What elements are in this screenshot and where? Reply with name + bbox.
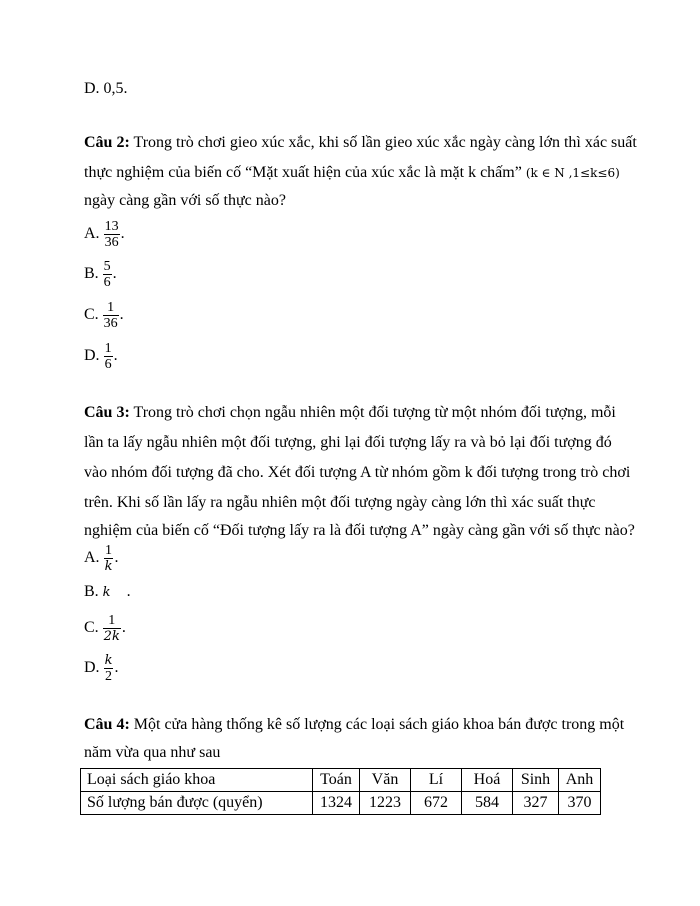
fraction [103, 613, 121, 644]
option-letter: B. [84, 265, 99, 282]
q4-text-1: Một cửa hàng thống kê số lượng các loại sách giáo khoa bán được trong một [129, 716, 625, 733]
q3-text-4: trên. Khi số lần lấy ra ngẫu nhiên một đối tượng ngày càng lớn thì xác suất thực [84, 494, 596, 511]
table-cell: 1223 [360, 792, 411, 815]
q2-text-3: ngày càng gần với số thực nào? [84, 192, 286, 209]
option-letter: D. [84, 659, 100, 676]
option-letter: D. [84, 347, 100, 364]
fraction [104, 341, 113, 372]
table-cell: Toán [313, 769, 360, 792]
table-cell: 672 [411, 792, 462, 815]
numerator: 1 [107, 299, 115, 315]
denominator: 6 [104, 356, 112, 372]
table-cell: 584 [462, 792, 513, 815]
numerator: 13 [104, 218, 119, 234]
q3-label: Câu 3: [84, 404, 130, 421]
q3-text-5: nghiệm của biến cố “Đối tượng lấy ra là đối tượng A” ngày càng gần với số thực nào? [84, 522, 635, 539]
numerator: 1 [104, 340, 112, 356]
denominator: 2 [105, 668, 112, 684]
q2-option-a[interactable]: A. $\frac{13}{36}$ . [84, 218, 125, 250]
numerator: k [104, 652, 113, 668]
option-letter: C. [84, 619, 99, 636]
q2-option-d[interactable]: D. $\frac{1}{6}$ . [84, 340, 118, 372]
q4-line-1 [84, 716, 624, 734]
numerator: 1 [105, 542, 112, 558]
option-letter: C. [84, 306, 99, 323]
q3-text-2: lần ta lấy ngẫu nhiên một đối tượng, ghi lại đối tượng lấy ra và bỏ lại đối tượng đó [84, 434, 612, 451]
fraction [103, 259, 112, 290]
denominator: 36 [104, 234, 119, 250]
table-row [81, 769, 601, 792]
option-tail: . [126, 583, 131, 600]
table-cell: Anh [559, 769, 601, 792]
q2-text-1: Trong trò chơi gieo xúc xắc, khi số lần gieo xúc xắc ngày càng lớn thì xác suất [129, 134, 637, 151]
q2-text-2: thực nghiệm của biến cố “Mặt xuất hiện của xúc xắc là mặt k chấm” [84, 164, 522, 181]
table-cell: 1324 [313, 792, 360, 815]
q3-option-d[interactable]: D. $\frac{k}{2}$ . [84, 652, 119, 684]
option-letter: A. [84, 549, 100, 566]
denominator: 6 [103, 274, 111, 290]
table-cell: Lí [411, 769, 462, 792]
q2-option-c[interactable]: C. $\frac{1}{36}$ . [84, 299, 124, 331]
table-cell: Văn [360, 769, 411, 792]
table-cell: Sinh [513, 769, 559, 792]
q2-line-1 [84, 134, 637, 152]
table-cell: 370 [559, 792, 601, 815]
q2-label: Câu 2: [84, 134, 130, 151]
sales-table [80, 768, 601, 815]
q3-text-3: vào nhóm đối tượng đã cho. Xét đối tượng A từ nhóm gồm k đối tượng trong trò chơi [84, 464, 631, 481]
q3-text-1: Trong trò chơi chọn ngẫu nhiên một đối tượng từ một nhóm đối tượng, mỗi [129, 404, 616, 421]
q2-condition: (k ∈ N ,1≤k≤6) [525, 166, 620, 180]
q2-line-2 [84, 164, 620, 182]
option-letter: B. [84, 583, 99, 600]
denominator: k [104, 558, 113, 574]
denominator: 2k [103, 628, 120, 644]
q3-option-a[interactable]: A. $\frac{1}{k}$ . [84, 542, 119, 574]
table-row-header: Số lượng bán được (quyển) [81, 792, 313, 815]
fraction [104, 653, 114, 684]
q2-option-b[interactable]: B. $\frac{5}{6}$ . [84, 258, 117, 290]
fraction [104, 219, 120, 250]
fraction [104, 543, 114, 574]
q3-line-1 [84, 404, 616, 422]
q4-label: Câu 4: [84, 716, 130, 733]
numerator: 1 [108, 612, 116, 628]
option-letter: A. [84, 225, 100, 242]
table-row-header: Loại sách giáo khoa [81, 769, 313, 792]
fraction [103, 300, 119, 331]
q4-text-2: năm vừa qua như sau [84, 744, 221, 761]
q3-option-c[interactable]: C. $\frac{1}{2k}$ . [84, 612, 126, 644]
table-cell: 327 [513, 792, 559, 815]
prev-option-d: D. 0,5. [84, 80, 128, 97]
table-cell: Hoá [462, 769, 513, 792]
numerator: 5 [103, 258, 111, 274]
table-row [81, 792, 601, 815]
denominator: 36 [103, 315, 118, 331]
q3-option-b[interactable] [84, 574, 131, 610]
option-value: k [102, 584, 111, 600]
